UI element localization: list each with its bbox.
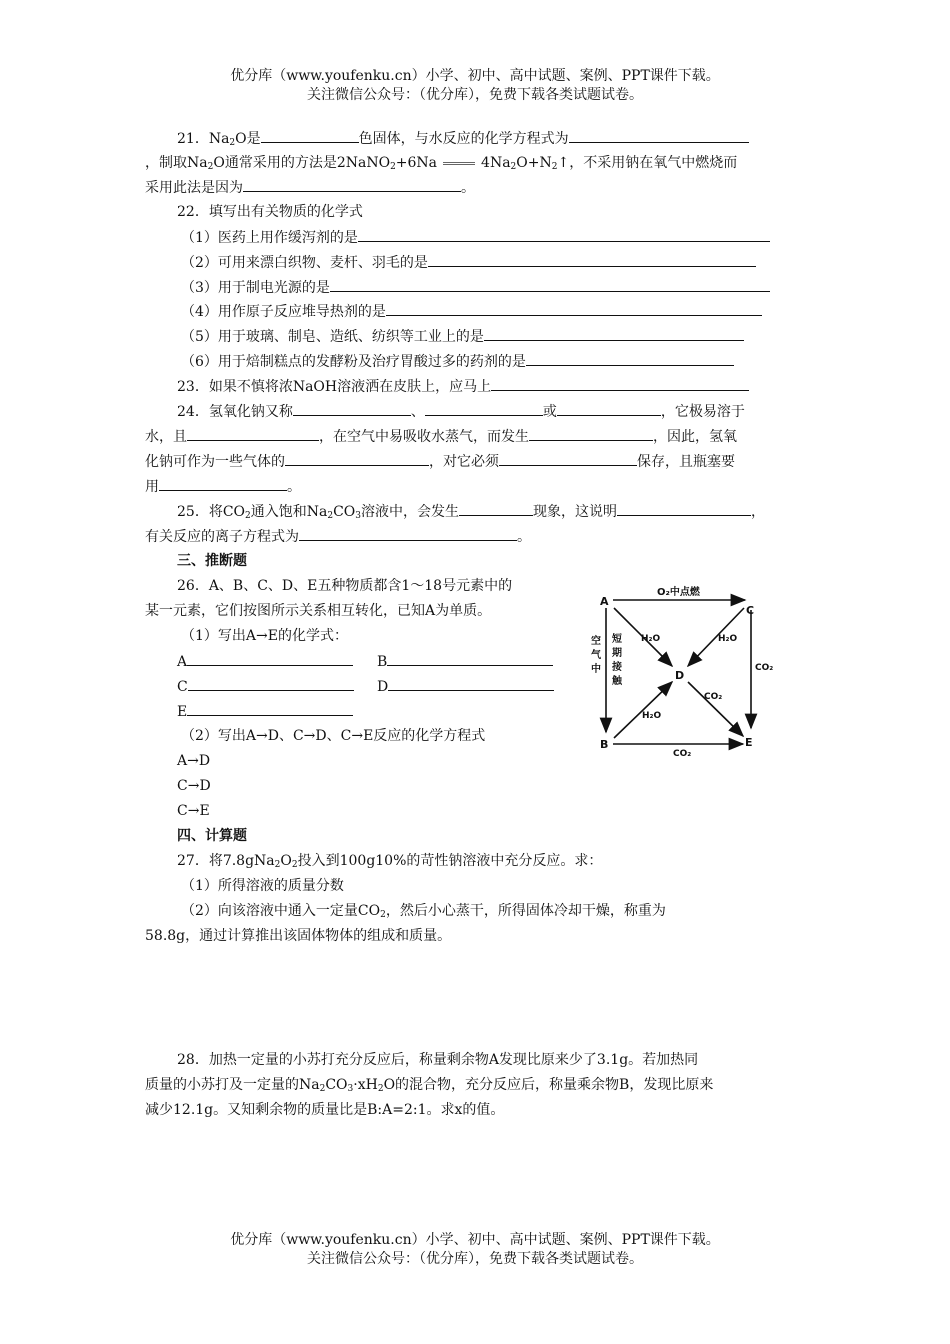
blank[interactable]	[358, 227, 770, 242]
blank[interactable]	[387, 651, 553, 666]
label-h2o: H₂O	[641, 634, 661, 644]
q24-line2: 水，且 ，在空气中易吸收水蒸气，而发生 ，因此，氢氧	[145, 426, 810, 447]
q22-item: （1）医药上用作缓泻剂的是	[181, 227, 846, 248]
conversion-diagram	[580, 578, 780, 758]
q22-title: 22．填写出有关物质的化学式	[177, 204, 363, 220]
q21-line1: 21．$Na_2O$是 色固体，与水反应的化学方程式为	[177, 128, 842, 149]
q28-line1: 28．加热一定量的小苏打充分反应后，称量剩余物A发现比原来少了3.1g。若加热同	[177, 1052, 699, 1068]
arrow-B-to-D	[614, 682, 672, 738]
q27-line1: 27．将$7.8gNa_2O_2$投入到100g10%的苛性钠溶液中充分反应。求：	[177, 853, 603, 870]
q25-line1: 25．将$CO_2$通入饱和$Na_2CO_3$溶液中，会发生 现象，这说明 ，	[177, 501, 842, 522]
label-short-contact: 期	[612, 648, 622, 659]
label-air: 气	[591, 650, 601, 661]
blank[interactable]	[617, 501, 751, 516]
page-header-line1: 优分库（www.youfenku.cn）小学、初中、高中试题、案例、PPT课件下载。	[230, 68, 720, 84]
blank[interactable]	[491, 376, 749, 391]
q26-part1: （1）写出A→E的化学式：	[181, 628, 348, 644]
section-title: 四、计算题	[177, 828, 247, 844]
q26-answer-D: D	[377, 676, 557, 697]
label-short-contact: 接	[612, 662, 622, 673]
node-C: C	[746, 604, 755, 617]
q22-item: （3）用于制电光源的是	[181, 277, 846, 298]
q21-line2: ，制取$Na_2O$通常采用的方法是2NaNO$_2$+6Na $4Na_2O+N_2↑$，不采用钠在氧气中燃烧而	[145, 155, 738, 172]
q21-line3: 采用此法是因为 。	[145, 177, 810, 198]
q26-reaction: C→E	[177, 803, 210, 819]
q26-part2: （2）写出A→D、C→D、C→E反应的化学方程式	[181, 728, 486, 744]
blank[interactable]	[526, 351, 734, 366]
q23-line: 23．如果不慎将浓NaOH溶液洒在皮肤上，应马上	[177, 376, 842, 397]
q26-answer-A: A	[177, 651, 357, 672]
node-A: A	[600, 595, 609, 608]
q26-reaction: A→D	[177, 753, 211, 769]
blank[interactable]	[569, 128, 749, 143]
q26-answer-C: C	[177, 676, 357, 697]
label-short-contact: 触	[612, 676, 622, 687]
label-co2: CO₂	[673, 749, 692, 758]
q28-line3: 减少12.1g。又知剩余物的质量比是B:A=2:1。求x的值。	[145, 1102, 505, 1118]
node-B: B	[600, 738, 609, 751]
blank[interactable]	[243, 177, 461, 192]
blank[interactable]	[499, 451, 637, 466]
q22-item: （5）用于玻璃、制皂、造纸、纺织等工业上的是	[181, 326, 846, 347]
q26-reaction: C→D	[177, 778, 211, 794]
blank[interactable]	[529, 426, 653, 441]
blank[interactable]	[299, 526, 517, 541]
q24-line3: 化钠可作为一些气体的 ，对它必须 保存，且瓶塞要	[145, 451, 810, 472]
blank[interactable]	[261, 128, 359, 143]
q26-answer-E: E	[177, 701, 357, 722]
blank[interactable]	[187, 651, 353, 666]
q24-line4: 用 。	[145, 476, 810, 497]
section-title: 三、推断题	[177, 553, 247, 569]
page-header-line2: 关注微信公众号：（优分库），免费下载各类试题试卷。	[307, 87, 643, 103]
label-co2: CO₂	[755, 663, 774, 673]
arrow-D-to-E	[688, 682, 743, 736]
label-air: 空	[591, 636, 601, 647]
blank[interactable]	[484, 326, 744, 341]
blank[interactable]	[285, 451, 429, 466]
blank[interactable]	[425, 401, 543, 416]
blank[interactable]	[386, 301, 762, 316]
blank[interactable]	[388, 676, 554, 691]
blank[interactable]	[159, 476, 287, 491]
node-E: E	[745, 736, 753, 749]
page-footer-line1: 优分库（www.youfenku.cn）小学、初中、高中试题、案例、PPT课件下载。	[230, 1232, 720, 1248]
node-D: D	[675, 669, 685, 682]
label-h2o: H₂O	[642, 711, 662, 721]
q27-part1: （1）所得溶液的质量分数	[181, 878, 344, 894]
q27-part2-cont: 58.8g，通过计算推出该固体物体的组成和质量。	[145, 928, 452, 944]
q27-part2: （2）向该溶液中通入一定量$CO_2$，然后小心蒸干，所得固体冷却干燥，称重为	[181, 903, 666, 920]
blank[interactable]	[557, 401, 661, 416]
q26-line1: 26．A、B、C、D、E五种物质都含1～18号元素中的	[177, 578, 513, 594]
blank[interactable]	[188, 676, 354, 691]
q26-answer-B: B	[377, 651, 557, 672]
q22-item: （6）用于焙制糕点的发酵粉及治疗胃酸过多的药剂的是	[181, 351, 846, 372]
label-o2-ignite: O₂中点燃	[657, 587, 700, 598]
label-co2: CO₂	[704, 692, 723, 702]
blank[interactable]	[187, 701, 353, 716]
label-air: 中	[591, 664, 601, 675]
blank[interactable]	[293, 401, 411, 416]
blank[interactable]	[428, 252, 756, 267]
blank[interactable]	[330, 277, 770, 292]
q25-line2: 有关反应的离子方程式为 。	[145, 526, 810, 547]
label-short-contact: 短	[612, 634, 622, 645]
q26-line2: 某一元素，它们按图所示关系相互转化，已知A为单质。	[145, 603, 492, 619]
label-h2o: H₂O	[718, 634, 738, 644]
q22-item: （4）用作原子反应堆导热剂的是	[181, 301, 846, 322]
page-footer-line2: 关注微信公众号：（优分库），免费下载各类试题试卷。	[307, 1251, 643, 1267]
q22-item: （2）可用来漂白织物、麦杆、羽毛的是	[181, 252, 846, 273]
equation-arrow	[443, 162, 475, 165]
q28-line2: 质量的小苏打及一定量的$Na_2CO_3\cdot xH_2O$的混合物，充分反应后，称量乘余物B，发现比原来	[145, 1077, 714, 1094]
blank[interactable]	[459, 501, 533, 516]
blank[interactable]	[187, 426, 319, 441]
q24-line1: 24．氢氧化钠又称 、 或 ，它极易溶于	[177, 401, 842, 422]
